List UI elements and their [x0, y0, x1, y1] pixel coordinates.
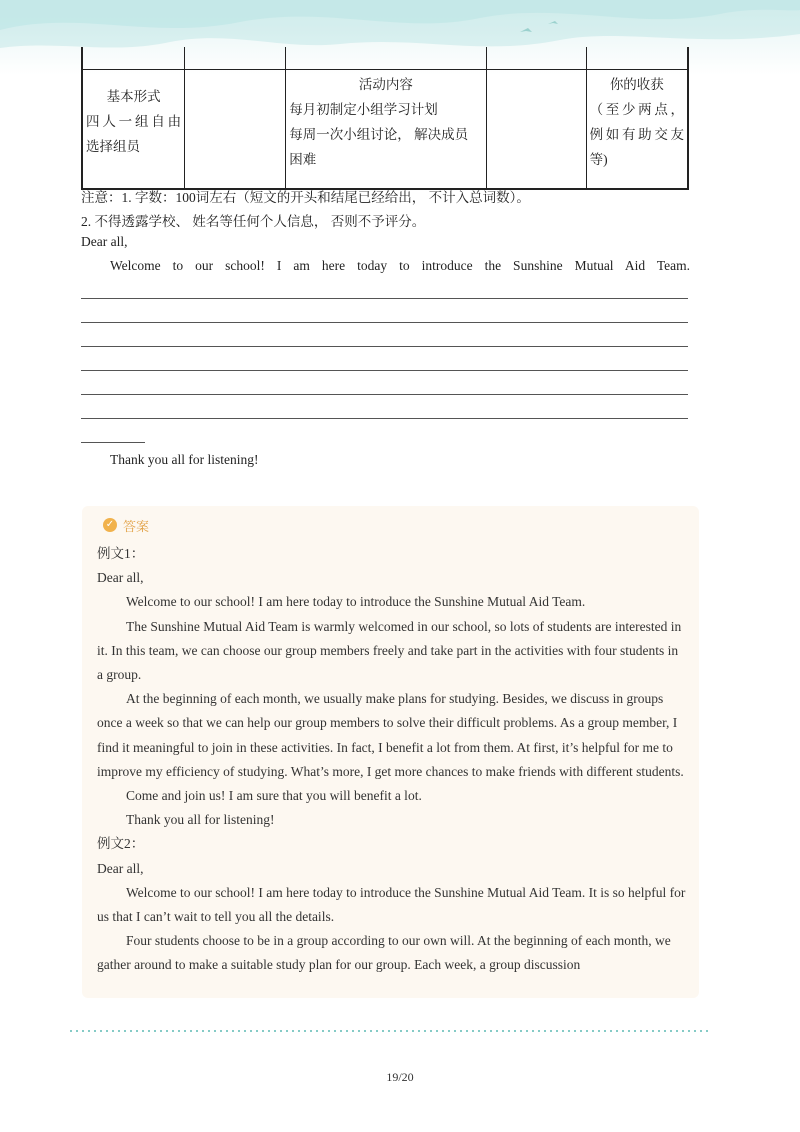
- sample2-greeting: Dear all,: [97, 860, 144, 876]
- sample1-paragraph-2: The Sunshine Mutual Aid Team is warmly welcomed in our school, so lots of students are interested in it. In this team, we can choose our group members freely and take part in the activities with four students in a group.: [97, 618, 682, 683]
- sample2-paragraph-1: Welcome to our school! I am here today to introduce the Sunshine Mutual Aid Team. It is so helpful for us that I can’t wait to tell you all the details.: [97, 884, 686, 925]
- sample1-greeting: Dear all,: [97, 570, 144, 586]
- gain-line-1: （至少两点，: [589, 102, 684, 117]
- activity-line-1: 每月初制定小组学习计划: [289, 102, 438, 117]
- activity-cell: [286, 70, 486, 190]
- answer-line-short: [81, 442, 145, 443]
- answer-line: [81, 298, 688, 299]
- sample1-paragraph-1: Welcome to our school! I am here today to introduce the Sunshine Mutual Aid Team.: [126, 594, 586, 610]
- answer-line: [81, 346, 688, 347]
- answer-line: [81, 394, 688, 395]
- sample2-paragraph-2: Four students choose to be in a group according to our own will. At the beginning of each month, we gather around to make a suitable study plan for our group. Each week, a group discussion: [97, 933, 671, 973]
- activity-line-2: 每周一次小组讨论， 解决成员: [289, 127, 469, 142]
- sample2-label: 例文2：: [97, 836, 145, 852]
- answer-line: [81, 322, 688, 323]
- gain-cell: [586, 70, 688, 190]
- sample1-paragraph-5: Thank you all for listening!: [126, 812, 275, 828]
- info-table: [81, 47, 689, 190]
- gain-line-2: 例如有助交友: [589, 127, 684, 142]
- note-line-2: 2. 不得透露学校、 姓名等任何个人信息， 否则不予评分。: [81, 214, 426, 229]
- sample1-paragraph-3: At the beginning of each month, we usually make plans for studying. Besides, we discuss in groups once a week so that we can help our group members to solve their difficult problems. As a group member, I find it meaningful to join in these activities. In fact, I benefit a lot from them. At first, it’s helpful for me to improve my efficiency of studying. What’s more, I get more chances to make friends with different students.: [97, 691, 684, 779]
- form-line-2: 选择组员: [86, 139, 140, 154]
- check-circle-icon: ✓: [103, 518, 117, 532]
- gain-label: 你的收获: [609, 77, 664, 92]
- prompt-greeting: Dear all,: [81, 234, 128, 249]
- empty-cell: [486, 70, 586, 190]
- prompt-closing: Thank you all for listening!: [110, 452, 259, 467]
- answer-tag: [103, 516, 149, 534]
- prompt-intro: Welcome to our school! I am here today to introduce the Sunshine Mutual Aid Team.: [110, 258, 690, 273]
- page-number: 19/20: [386, 1070, 414, 1084]
- empty-cell: [185, 70, 286, 190]
- answer-line: [81, 418, 688, 419]
- sample1-paragraph-4: Come and join us! I am sure that you will benefit a lot.: [126, 788, 422, 804]
- activity-line-3: 困难: [289, 152, 317, 167]
- answer-tag-label: 答案: [123, 519, 150, 535]
- gain-line-3: 等): [589, 152, 608, 167]
- activity-label: 活动内容: [358, 77, 413, 92]
- dotted-divider: [68, 1030, 712, 1032]
- form-line-1: 四人一组自由: [86, 114, 182, 129]
- answer-text: [97, 542, 687, 978]
- answer-line: [81, 370, 688, 371]
- sample1-label: 例文1：: [97, 546, 145, 561]
- form-cell: [82, 70, 185, 190]
- note-line-1: 注意：1. 字数：100词左右（短文的开头和结尾已经给出， 不计入总词数）。: [81, 190, 530, 205]
- form-label: 基本形式: [106, 89, 161, 104]
